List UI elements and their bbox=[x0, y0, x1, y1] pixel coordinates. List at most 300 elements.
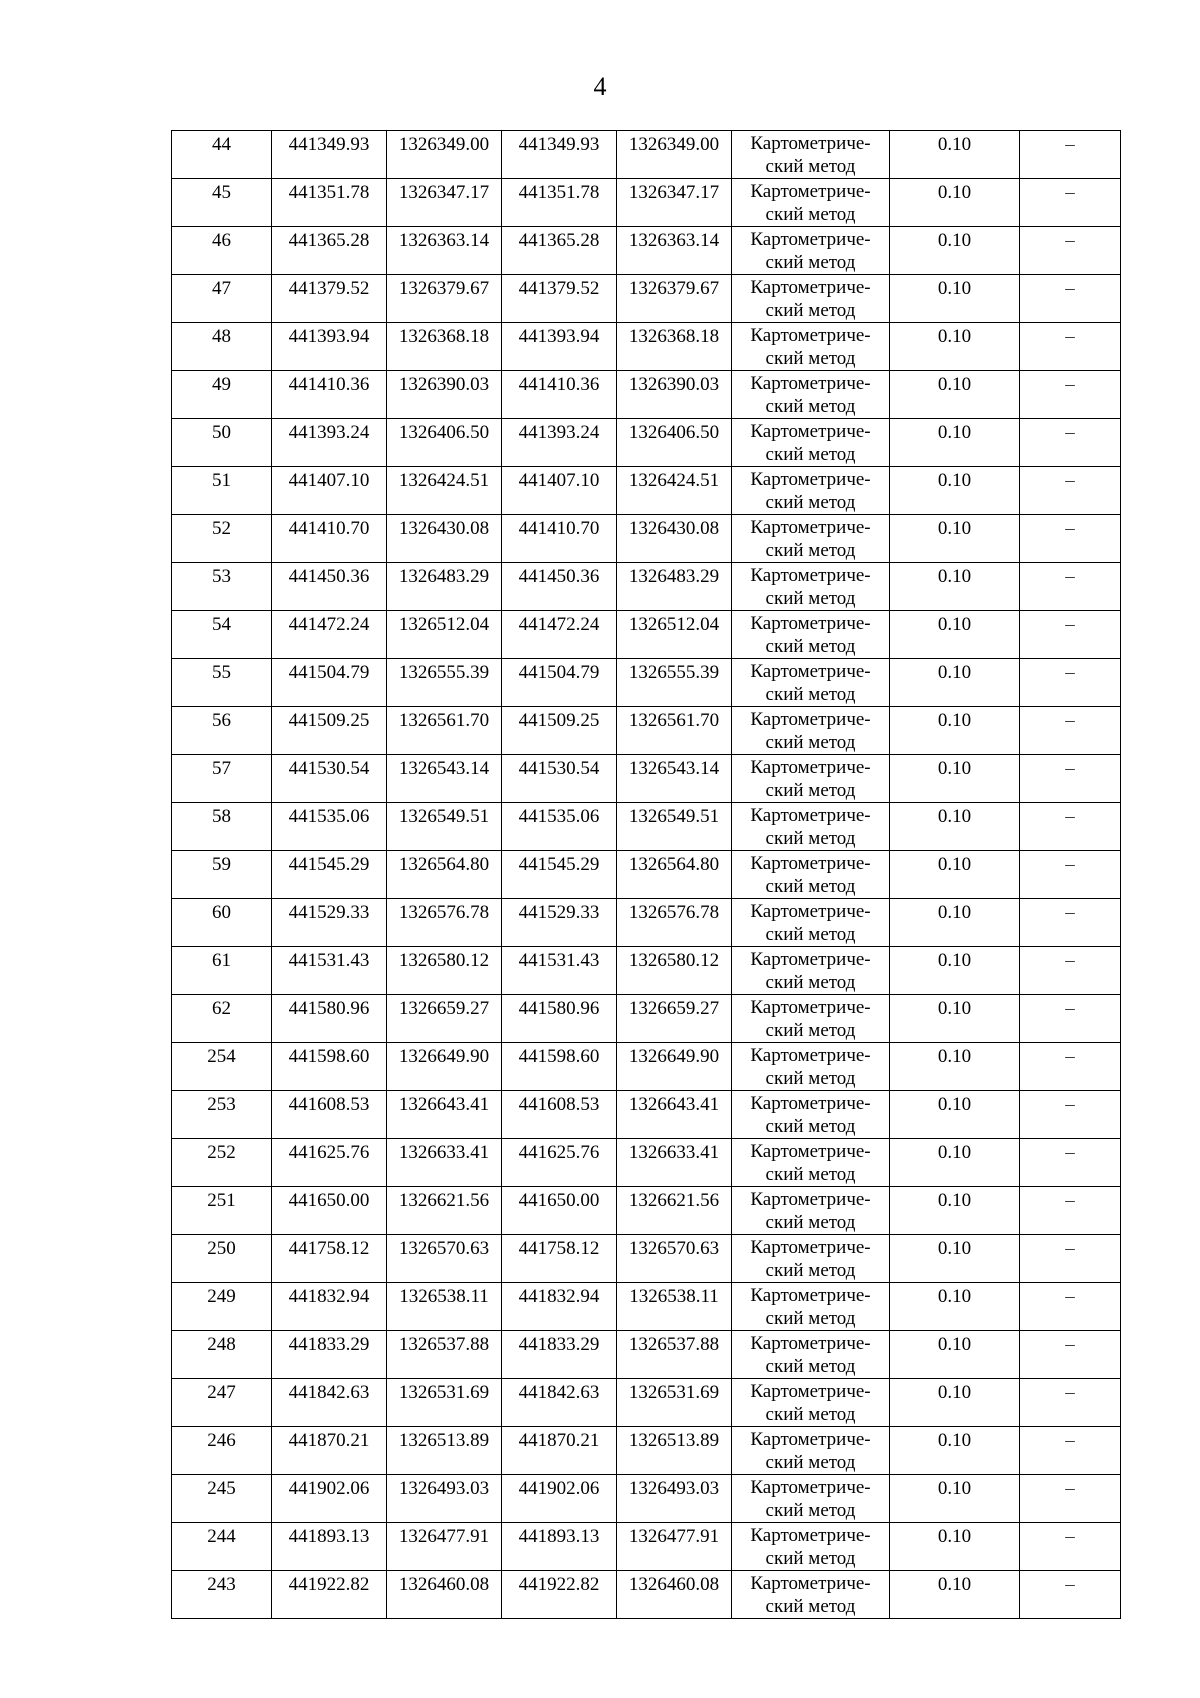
x-coordinate-cell: 441504.79 bbox=[502, 659, 617, 707]
y-coordinate-cell: 1326424.51 bbox=[617, 467, 732, 515]
y-coordinate-cell: 1326576.78 bbox=[617, 899, 732, 947]
method-label-line: Картометриче- bbox=[750, 1141, 871, 1162]
y-coordinate-cell: 1326512.04 bbox=[617, 611, 732, 659]
x-coordinate-cell: 441379.52 bbox=[502, 275, 617, 323]
x-coordinate-cell: 441407.10 bbox=[272, 467, 387, 515]
table-row bbox=[172, 1571, 1121, 1619]
table-row bbox=[172, 1283, 1121, 1331]
x-coordinate-cell: 441580.96 bbox=[272, 995, 387, 1043]
point-number-cell: 46 bbox=[172, 227, 272, 275]
method-cell bbox=[732, 1091, 890, 1139]
accuracy-cell: 0.10 bbox=[890, 227, 1020, 275]
point-number-cell: 48 bbox=[172, 323, 272, 371]
y-coordinate-cell: 1326460.08 bbox=[387, 1571, 502, 1619]
y-coordinate-cell: 1326538.11 bbox=[617, 1283, 732, 1331]
table-row bbox=[172, 707, 1121, 755]
dash-cell: – bbox=[1020, 323, 1121, 371]
method-label-line: ский метод bbox=[765, 300, 856, 321]
method-label-line: ский метод bbox=[765, 684, 856, 705]
point-number-cell: 60 bbox=[172, 899, 272, 947]
accuracy-cell: 0.10 bbox=[890, 1283, 1020, 1331]
point-number-cell: 50 bbox=[172, 419, 272, 467]
table-row bbox=[172, 179, 1121, 227]
y-coordinate-cell: 1326363.14 bbox=[387, 227, 502, 275]
y-coordinate-cell: 1326621.56 bbox=[387, 1187, 502, 1235]
method-cell bbox=[732, 1235, 890, 1283]
method-label-line: Картометриче- bbox=[750, 805, 871, 826]
accuracy-cell: 0.10 bbox=[890, 371, 1020, 419]
x-coordinate-cell: 441407.10 bbox=[502, 467, 617, 515]
x-coordinate-cell: 441393.24 bbox=[502, 419, 617, 467]
method-label-line: ский метод bbox=[765, 444, 856, 465]
method-cell bbox=[732, 803, 890, 851]
method-label-line: ский метод bbox=[765, 348, 856, 369]
accuracy-cell: 0.10 bbox=[890, 1379, 1020, 1427]
accuracy-cell: 0.10 bbox=[890, 1235, 1020, 1283]
dash-cell: – bbox=[1020, 467, 1121, 515]
method-label-line: Картометриче- bbox=[750, 325, 871, 346]
y-coordinate-cell: 1326643.41 bbox=[387, 1091, 502, 1139]
method-label-line: ский метод bbox=[765, 204, 856, 225]
x-coordinate-cell: 441758.12 bbox=[272, 1235, 387, 1283]
y-coordinate-cell: 1326555.39 bbox=[617, 659, 732, 707]
x-coordinate-cell: 441650.00 bbox=[272, 1187, 387, 1235]
x-coordinate-cell: 441529.33 bbox=[272, 899, 387, 947]
table-row bbox=[172, 227, 1121, 275]
dash-cell: – bbox=[1020, 1427, 1121, 1475]
method-label-line: ский метод bbox=[765, 1068, 856, 1089]
method-label-line: ский метод bbox=[765, 972, 856, 993]
y-coordinate-cell: 1326659.27 bbox=[617, 995, 732, 1043]
x-coordinate-cell: 441625.76 bbox=[502, 1139, 617, 1187]
method-cell bbox=[732, 1283, 890, 1331]
method-cell bbox=[732, 563, 890, 611]
table-row bbox=[172, 371, 1121, 419]
method-label-line: Картометриче- bbox=[750, 133, 871, 154]
dash-cell: – bbox=[1020, 1187, 1121, 1235]
point-number-cell: 247 bbox=[172, 1379, 272, 1427]
point-number-cell: 52 bbox=[172, 515, 272, 563]
method-label-line: ский метод bbox=[765, 1116, 856, 1137]
dash-cell: – bbox=[1020, 1091, 1121, 1139]
table-row bbox=[172, 1523, 1121, 1571]
x-coordinate-cell: 441351.78 bbox=[272, 179, 387, 227]
page-number: 4 bbox=[593, 72, 607, 101]
accuracy-cell: 0.10 bbox=[890, 899, 1020, 947]
method-label-line: Картометриче- bbox=[750, 469, 871, 490]
y-coordinate-cell: 1326347.17 bbox=[387, 179, 502, 227]
method-label-line: Картометриче- bbox=[750, 613, 871, 634]
method-cell bbox=[732, 659, 890, 707]
x-coordinate-cell: 441922.82 bbox=[272, 1571, 387, 1619]
accuracy-cell: 0.10 bbox=[890, 803, 1020, 851]
y-coordinate-cell: 1326483.29 bbox=[617, 563, 732, 611]
x-coordinate-cell: 441365.28 bbox=[272, 227, 387, 275]
method-label-line: ский метод bbox=[765, 1164, 856, 1185]
method-label-line: ский метод bbox=[765, 732, 856, 753]
x-coordinate-cell: 441450.36 bbox=[272, 563, 387, 611]
table-row bbox=[172, 467, 1121, 515]
x-coordinate-cell: 441410.70 bbox=[272, 515, 387, 563]
x-coordinate-cell: 441530.54 bbox=[272, 755, 387, 803]
method-label-line: Картометриче- bbox=[750, 1045, 871, 1066]
y-coordinate-cell: 1326406.50 bbox=[387, 419, 502, 467]
y-coordinate-cell: 1326513.89 bbox=[387, 1427, 502, 1475]
point-number-cell: 251 bbox=[172, 1187, 272, 1235]
method-label-line: ский метод bbox=[765, 828, 856, 849]
x-coordinate-cell: 441472.24 bbox=[502, 611, 617, 659]
accuracy-cell: 0.10 bbox=[890, 1475, 1020, 1523]
method-label-line: Картометриче- bbox=[750, 901, 871, 922]
x-coordinate-cell: 441393.94 bbox=[502, 323, 617, 371]
method-cell bbox=[732, 227, 890, 275]
accuracy-cell: 0.10 bbox=[890, 611, 1020, 659]
point-number-cell: 45 bbox=[172, 179, 272, 227]
method-cell bbox=[732, 467, 890, 515]
point-number-cell: 54 bbox=[172, 611, 272, 659]
method-cell bbox=[732, 179, 890, 227]
accuracy-cell: 0.10 bbox=[890, 179, 1020, 227]
table-row bbox=[172, 131, 1121, 179]
y-coordinate-cell: 1326406.50 bbox=[617, 419, 732, 467]
accuracy-cell: 0.10 bbox=[890, 1139, 1020, 1187]
dash-cell: – bbox=[1020, 515, 1121, 563]
method-label-line: ский метод bbox=[765, 1260, 856, 1281]
y-coordinate-cell: 1326633.41 bbox=[387, 1139, 502, 1187]
dash-cell: – bbox=[1020, 1283, 1121, 1331]
method-label-line: ский метод bbox=[765, 1404, 856, 1425]
dash-cell: – bbox=[1020, 707, 1121, 755]
point-number-cell: 254 bbox=[172, 1043, 272, 1091]
y-coordinate-cell: 1326531.69 bbox=[387, 1379, 502, 1427]
dash-cell: – bbox=[1020, 1379, 1121, 1427]
y-coordinate-cell: 1326390.03 bbox=[387, 371, 502, 419]
method-label-line: ский метод bbox=[765, 636, 856, 657]
method-label-line: ский метод bbox=[765, 1548, 856, 1569]
method-label-line: ский метод bbox=[765, 780, 856, 801]
method-cell bbox=[732, 707, 890, 755]
method-label-line: Картометриче- bbox=[750, 421, 871, 442]
y-coordinate-cell: 1326537.88 bbox=[387, 1331, 502, 1379]
method-cell bbox=[732, 323, 890, 371]
method-label-line: Картометриче- bbox=[750, 517, 871, 538]
x-coordinate-cell: 441580.96 bbox=[502, 995, 617, 1043]
x-coordinate-cell: 441598.60 bbox=[502, 1043, 617, 1091]
method-label-line: Картометриче- bbox=[750, 709, 871, 730]
table-row bbox=[172, 1331, 1121, 1379]
y-coordinate-cell: 1326379.67 bbox=[617, 275, 732, 323]
method-cell bbox=[732, 755, 890, 803]
dash-cell: – bbox=[1020, 899, 1121, 947]
method-cell bbox=[732, 1187, 890, 1235]
point-number-cell: 55 bbox=[172, 659, 272, 707]
y-coordinate-cell: 1326430.08 bbox=[617, 515, 732, 563]
y-coordinate-cell: 1326368.18 bbox=[387, 323, 502, 371]
table-row bbox=[172, 611, 1121, 659]
x-coordinate-cell: 441870.21 bbox=[272, 1427, 387, 1475]
table-row bbox=[172, 419, 1121, 467]
method-cell bbox=[732, 371, 890, 419]
method-cell bbox=[732, 1523, 890, 1571]
point-number-cell: 249 bbox=[172, 1283, 272, 1331]
dash-cell: – bbox=[1020, 947, 1121, 995]
accuracy-cell: 0.10 bbox=[890, 323, 1020, 371]
y-coordinate-cell: 1326543.14 bbox=[617, 755, 732, 803]
dash-cell: – bbox=[1020, 1235, 1121, 1283]
x-coordinate-cell: 441509.25 bbox=[502, 707, 617, 755]
method-label-line: ский метод bbox=[765, 540, 856, 561]
y-coordinate-cell: 1326363.14 bbox=[617, 227, 732, 275]
x-coordinate-cell: 441832.94 bbox=[272, 1283, 387, 1331]
method-cell bbox=[732, 851, 890, 899]
y-coordinate-cell: 1326643.41 bbox=[617, 1091, 732, 1139]
y-coordinate-cell: 1326460.08 bbox=[617, 1571, 732, 1619]
dash-cell: – bbox=[1020, 995, 1121, 1043]
table-row bbox=[172, 851, 1121, 899]
method-label-line: Картометриче- bbox=[750, 661, 871, 682]
x-coordinate-cell: 441598.60 bbox=[272, 1043, 387, 1091]
accuracy-cell: 0.10 bbox=[890, 1427, 1020, 1475]
y-coordinate-cell: 1326580.12 bbox=[617, 947, 732, 995]
method-cell bbox=[732, 1043, 890, 1091]
accuracy-cell: 0.10 bbox=[890, 1043, 1020, 1091]
accuracy-cell: 0.10 bbox=[890, 563, 1020, 611]
point-number-cell: 61 bbox=[172, 947, 272, 995]
method-cell bbox=[732, 419, 890, 467]
point-number-cell: 246 bbox=[172, 1427, 272, 1475]
x-coordinate-cell: 441842.63 bbox=[272, 1379, 387, 1427]
method-label-line: Картометриче- bbox=[750, 1237, 871, 1258]
x-coordinate-cell: 441349.93 bbox=[502, 131, 617, 179]
method-cell bbox=[732, 1331, 890, 1379]
method-cell bbox=[732, 1427, 890, 1475]
method-label-line: Картометриче- bbox=[750, 853, 871, 874]
method-label-line: ский метод bbox=[765, 396, 856, 417]
point-number-cell: 53 bbox=[172, 563, 272, 611]
method-label-line: ский метод bbox=[765, 156, 856, 177]
method-label-line: Картометриче- bbox=[750, 1573, 871, 1594]
y-coordinate-cell: 1326512.04 bbox=[387, 611, 502, 659]
y-coordinate-cell: 1326349.00 bbox=[617, 131, 732, 179]
x-coordinate-cell: 441758.12 bbox=[502, 1235, 617, 1283]
y-coordinate-cell: 1326477.91 bbox=[387, 1523, 502, 1571]
dash-cell: – bbox=[1020, 611, 1121, 659]
table-row bbox=[172, 1187, 1121, 1235]
table-row bbox=[172, 563, 1121, 611]
dash-cell: – bbox=[1020, 131, 1121, 179]
x-coordinate-cell: 441870.21 bbox=[502, 1427, 617, 1475]
y-coordinate-cell: 1326549.51 bbox=[617, 803, 732, 851]
x-coordinate-cell: 441650.00 bbox=[502, 1187, 617, 1235]
x-coordinate-cell: 441351.78 bbox=[502, 179, 617, 227]
x-coordinate-cell: 441504.79 bbox=[272, 659, 387, 707]
method-label-line: ский метод bbox=[765, 876, 856, 897]
y-coordinate-cell: 1326493.03 bbox=[387, 1475, 502, 1523]
x-coordinate-cell: 441410.36 bbox=[272, 371, 387, 419]
table-body bbox=[172, 131, 1121, 1619]
x-coordinate-cell: 441535.06 bbox=[502, 803, 617, 851]
dash-cell: – bbox=[1020, 1331, 1121, 1379]
dash-cell: – bbox=[1020, 803, 1121, 851]
method-cell bbox=[732, 1379, 890, 1427]
x-coordinate-cell: 441393.94 bbox=[272, 323, 387, 371]
method-cell bbox=[732, 275, 890, 323]
dash-cell: – bbox=[1020, 1571, 1121, 1619]
accuracy-cell: 0.10 bbox=[890, 947, 1020, 995]
y-coordinate-cell: 1326570.63 bbox=[387, 1235, 502, 1283]
y-coordinate-cell: 1326493.03 bbox=[617, 1475, 732, 1523]
x-coordinate-cell: 441531.43 bbox=[272, 947, 387, 995]
accuracy-cell: 0.10 bbox=[890, 275, 1020, 323]
point-number-cell: 243 bbox=[172, 1571, 272, 1619]
dash-cell: – bbox=[1020, 419, 1121, 467]
method-label-line: ский метод bbox=[765, 1500, 856, 1521]
method-label-line: Картометриче- bbox=[750, 1285, 871, 1306]
x-coordinate-cell: 441842.63 bbox=[502, 1379, 617, 1427]
accuracy-cell: 0.10 bbox=[890, 1331, 1020, 1379]
x-coordinate-cell: 441608.53 bbox=[272, 1091, 387, 1139]
x-coordinate-cell: 441608.53 bbox=[502, 1091, 617, 1139]
table-row bbox=[172, 515, 1121, 563]
table-row bbox=[172, 1091, 1121, 1139]
table-row bbox=[172, 755, 1121, 803]
point-number-cell: 245 bbox=[172, 1475, 272, 1523]
method-label-line: ский метод bbox=[765, 1356, 856, 1377]
y-coordinate-cell: 1326538.11 bbox=[387, 1283, 502, 1331]
x-coordinate-cell: 441393.24 bbox=[272, 419, 387, 467]
x-coordinate-cell: 441893.13 bbox=[272, 1523, 387, 1571]
x-coordinate-cell: 441902.06 bbox=[502, 1475, 617, 1523]
y-coordinate-cell: 1326477.91 bbox=[617, 1523, 732, 1571]
table-row bbox=[172, 659, 1121, 707]
point-number-cell: 59 bbox=[172, 851, 272, 899]
point-number-cell: 57 bbox=[172, 755, 272, 803]
y-coordinate-cell: 1326555.39 bbox=[387, 659, 502, 707]
accuracy-cell: 0.10 bbox=[890, 1187, 1020, 1235]
y-coordinate-cell: 1326576.78 bbox=[387, 899, 502, 947]
y-coordinate-cell: 1326379.67 bbox=[387, 275, 502, 323]
x-coordinate-cell: 441833.29 bbox=[272, 1331, 387, 1379]
method-label-line: ский метод bbox=[765, 1020, 856, 1041]
method-label-line: Картометриче- bbox=[750, 1429, 871, 1450]
method-label-line: Картометриче- bbox=[750, 373, 871, 394]
method-label-line: Картометриче- bbox=[750, 1381, 871, 1402]
method-label-line: Картометриче- bbox=[750, 1093, 871, 1114]
method-label-line: Картометриче- bbox=[750, 997, 871, 1018]
x-coordinate-cell: 441922.82 bbox=[502, 1571, 617, 1619]
table-row bbox=[172, 1043, 1121, 1091]
y-coordinate-cell: 1326570.63 bbox=[617, 1235, 732, 1283]
method-label-line: Картометриче- bbox=[750, 949, 871, 970]
point-number-cell: 47 bbox=[172, 275, 272, 323]
x-coordinate-cell: 441450.36 bbox=[502, 563, 617, 611]
accuracy-cell: 0.10 bbox=[890, 851, 1020, 899]
y-coordinate-cell: 1326513.89 bbox=[617, 1427, 732, 1475]
method-cell bbox=[732, 515, 890, 563]
y-coordinate-cell: 1326649.90 bbox=[617, 1043, 732, 1091]
x-coordinate-cell: 441410.70 bbox=[502, 515, 617, 563]
method-cell bbox=[732, 995, 890, 1043]
y-coordinate-cell: 1326561.70 bbox=[617, 707, 732, 755]
accuracy-cell: 0.10 bbox=[890, 515, 1020, 563]
dash-cell: – bbox=[1020, 227, 1121, 275]
point-number-cell: 56 bbox=[172, 707, 272, 755]
dash-cell: – bbox=[1020, 371, 1121, 419]
table-row bbox=[172, 1235, 1121, 1283]
point-number-cell: 49 bbox=[172, 371, 272, 419]
table-row bbox=[172, 995, 1121, 1043]
accuracy-cell: 0.10 bbox=[890, 755, 1020, 803]
dash-cell: – bbox=[1020, 563, 1121, 611]
point-number-cell: 248 bbox=[172, 1331, 272, 1379]
x-coordinate-cell: 441529.33 bbox=[502, 899, 617, 947]
dash-cell: – bbox=[1020, 275, 1121, 323]
method-label-line: Картометриче- bbox=[750, 277, 871, 298]
x-coordinate-cell: 441902.06 bbox=[272, 1475, 387, 1523]
method-label-line: ский метод bbox=[765, 924, 856, 945]
x-coordinate-cell: 441893.13 bbox=[502, 1523, 617, 1571]
method-cell bbox=[732, 131, 890, 179]
table-row bbox=[172, 323, 1121, 371]
method-label-line: Картометриче- bbox=[750, 229, 871, 250]
x-coordinate-cell: 441379.52 bbox=[272, 275, 387, 323]
method-label-line: Картометриче- bbox=[750, 757, 871, 778]
method-cell bbox=[732, 899, 890, 947]
y-coordinate-cell: 1326659.27 bbox=[387, 995, 502, 1043]
table-row bbox=[172, 803, 1121, 851]
y-coordinate-cell: 1326621.56 bbox=[617, 1187, 732, 1235]
accuracy-cell: 0.10 bbox=[890, 1523, 1020, 1571]
accuracy-cell: 0.10 bbox=[890, 467, 1020, 515]
accuracy-cell: 0.10 bbox=[890, 707, 1020, 755]
dash-cell: – bbox=[1020, 1139, 1121, 1187]
y-coordinate-cell: 1326580.12 bbox=[387, 947, 502, 995]
y-coordinate-cell: 1326564.80 bbox=[387, 851, 502, 899]
table-row bbox=[172, 899, 1121, 947]
dash-cell: – bbox=[1020, 1043, 1121, 1091]
method-label-line: ский метод bbox=[765, 1452, 856, 1473]
y-coordinate-cell: 1326424.51 bbox=[387, 467, 502, 515]
table-row bbox=[172, 275, 1121, 323]
accuracy-cell: 0.10 bbox=[890, 419, 1020, 467]
x-coordinate-cell: 441530.54 bbox=[502, 755, 617, 803]
accuracy-cell: 0.10 bbox=[890, 659, 1020, 707]
x-coordinate-cell: 441625.76 bbox=[272, 1139, 387, 1187]
table-row bbox=[172, 947, 1121, 995]
y-coordinate-cell: 1326633.41 bbox=[617, 1139, 732, 1187]
x-coordinate-cell: 441833.29 bbox=[502, 1331, 617, 1379]
y-coordinate-cell: 1326368.18 bbox=[617, 323, 732, 371]
y-coordinate-cell: 1326561.70 bbox=[387, 707, 502, 755]
y-coordinate-cell: 1326549.51 bbox=[387, 803, 502, 851]
dash-cell: – bbox=[1020, 179, 1121, 227]
y-coordinate-cell: 1326537.88 bbox=[617, 1331, 732, 1379]
method-label-line: Картометриче- bbox=[750, 181, 871, 202]
point-number-cell: 250 bbox=[172, 1235, 272, 1283]
point-number-cell: 62 bbox=[172, 995, 272, 1043]
table-row bbox=[172, 1379, 1121, 1427]
x-coordinate-cell: 441545.29 bbox=[272, 851, 387, 899]
method-label-line: Картометриче- bbox=[750, 1333, 871, 1354]
method-label-line: ский метод bbox=[765, 1212, 856, 1233]
method-label-line: ский метод bbox=[765, 1596, 856, 1617]
y-coordinate-cell: 1326543.14 bbox=[387, 755, 502, 803]
x-coordinate-cell: 441349.93 bbox=[272, 131, 387, 179]
x-coordinate-cell: 441545.29 bbox=[502, 851, 617, 899]
accuracy-cell: 0.10 bbox=[890, 131, 1020, 179]
method-label-line: ский метод bbox=[765, 1308, 856, 1329]
method-cell bbox=[732, 611, 890, 659]
